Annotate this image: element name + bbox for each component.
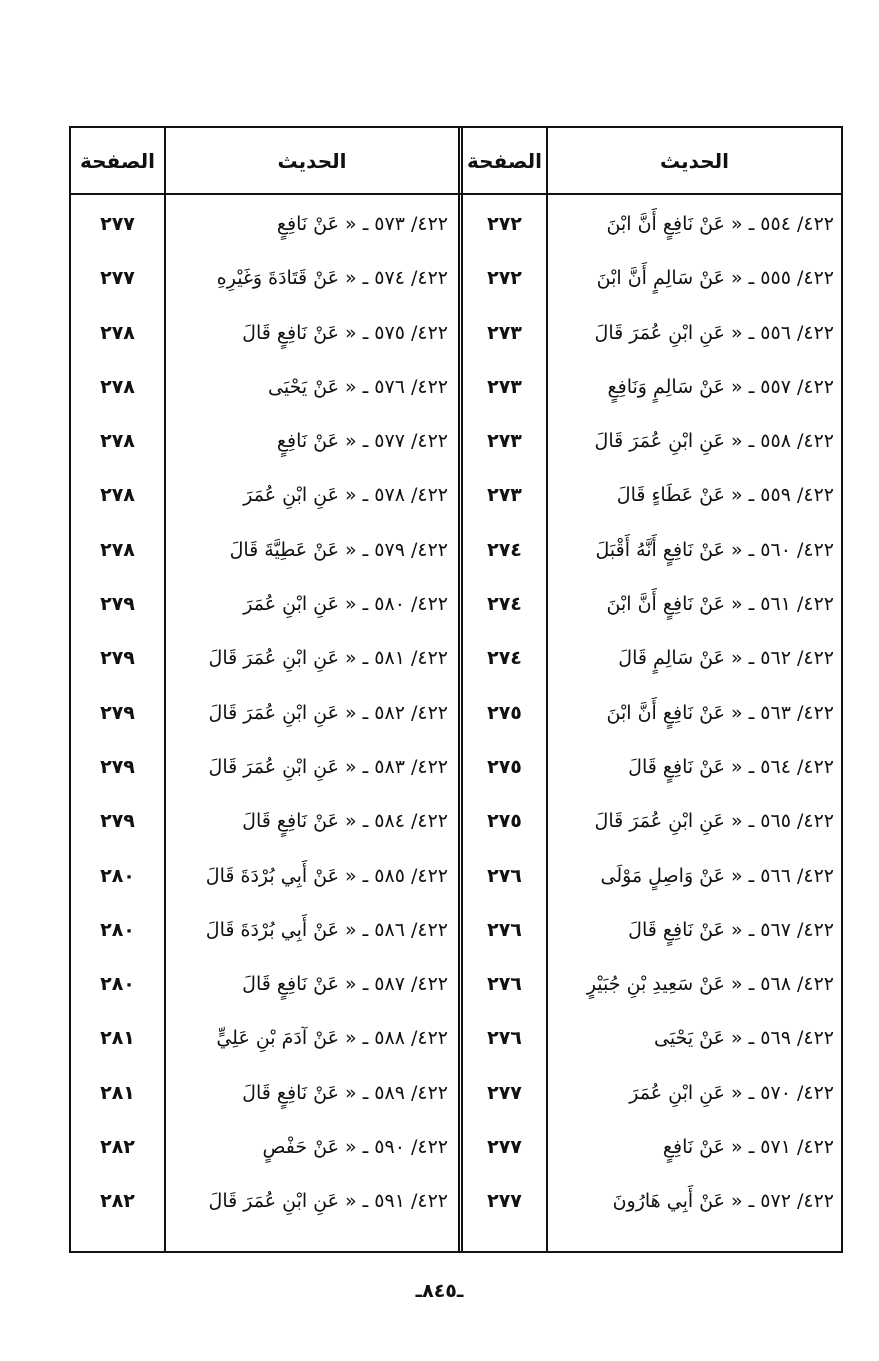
hadith-cell-right-text: ٤٢٢/ ٥٧٢ ـ « عَنْ أَبِي هَارُونَ (612, 1190, 834, 1213)
hadith-cell-right (548, 197, 834, 251)
hadith-cell-right (548, 957, 834, 1011)
hadith-cell-right (548, 523, 834, 577)
page-cell-right-text: ٢٧٣ (487, 321, 522, 344)
page-cell-right-text: ٢٧٣ (487, 375, 522, 398)
page-cell-left (71, 957, 164, 1011)
page-cell-left-text: ٢٧٨ (100, 484, 135, 507)
hadith-cell-right (548, 414, 834, 468)
hadith-cell-right (548, 686, 834, 740)
hadith-cell-left-text: ٤٢٢/ ٥٨٢ ـ « عَنِ ابْنِ عُمَرَ قَالَ (208, 701, 448, 724)
hadith-cell-left-text: ٤٢٢/ ٥٨٨ ـ « عَنْ آدَمَ بْنِ عَلِيٍّ (216, 1027, 448, 1050)
page-cell-right-text: ٢٧٤ (487, 593, 522, 616)
table-row (71, 360, 841, 414)
hadith-cell-left-text: ٤٢٢/ ٥٧٥ ـ « عَنْ نَافِعٍ قَالَ (242, 321, 448, 344)
page-cell-left-text: ٢٧٩ (100, 810, 135, 833)
table-row (71, 1011, 841, 1065)
table-row (71, 414, 841, 468)
page-cell-left (71, 251, 164, 305)
page-cell-left-text: ٢٨٢ (100, 1136, 135, 1159)
hadith-cell-left (166, 686, 448, 740)
hadith-cell-right (548, 306, 834, 360)
hadith-cell-left-text: ٤٢٢/ ٥٨٧ ـ « عَنْ نَافِعٍ قَالَ (242, 973, 448, 996)
hadith-cell-right-text: ٤٢٢/ ٥٥٦ ـ « عَنِ ابْنِ عُمَرَ قَالَ (594, 321, 834, 344)
hadith-cell-left-text: ٤٢٢/ ٥٧٤ ـ « عَنْ قَتَادَةَ وَغَيْرِهِ (216, 267, 448, 290)
hadith-cell-left (166, 306, 448, 360)
page-cell-left (71, 631, 164, 685)
table-row (71, 631, 841, 685)
hadith-cell-right-text: ٤٢٢/ ٥٥٤ ـ « عَنْ نَافِعٍ أَنَّ ابْنَ (606, 213, 834, 235)
hadith-cell-left-text: ٤٢٢/ ٥٨٠ ـ « عَنِ ابْنِ عُمَرَ (243, 593, 448, 616)
page-cell-left-text: ٢٨١ (100, 1081, 135, 1104)
page-cell-right (463, 740, 546, 794)
page-cell-right-text: ٢٧٥ (487, 755, 522, 778)
hadith-cell-left (166, 849, 448, 903)
page-cell-right-text: ٢٧٥ (487, 810, 522, 833)
hadith-cell-left (166, 631, 448, 685)
page-cell-right-text: ٢٧٢ (487, 213, 522, 235)
page-cell-right (463, 1174, 546, 1228)
page-cell-right (463, 1066, 546, 1120)
hadith-cell-left-text: ٤٢٢/ ٥٧٧ ـ « عَنْ نَافِعٍ (276, 430, 448, 453)
hadith-cell-right-text: ٤٢٢/ ٥٦٨ ـ « عَنْ سَعِيدِ بْنِ جُبَيْرٍ (586, 973, 834, 996)
page-cell-right (463, 197, 546, 251)
hadith-cell-left-text: ٤٢٢/ ٥٧٦ ـ « عَنْ يَحْيَى (268, 375, 448, 398)
table-row (71, 468, 841, 522)
hadith-cell-left (166, 794, 448, 848)
hadith-cell-left-text: ٤٢٢/ ٥٧٩ ـ « عَنْ عَطِيَّةَ قَالَ (229, 538, 448, 561)
hadith-cell-right (548, 849, 834, 903)
page-cell-left-text: ٢٨٢ (100, 1190, 135, 1213)
page-cell-right-text: ٢٧٧ (487, 1136, 522, 1159)
page-cell-left-text: ٢٧٨ (100, 375, 135, 398)
hadith-cell-right-text: ٤٢٢/ ٥٦٤ ـ « عَنْ نَافِعٍ قَالَ (628, 755, 834, 778)
page-cell-left-text: ٢٧٩ (100, 647, 135, 670)
hadith-cell-right (548, 1120, 834, 1174)
page-cell-right (463, 251, 546, 305)
hadith-cell-right (548, 1011, 834, 1065)
header-page-left: الصفحة (80, 148, 156, 173)
hadith-cell-right-text: ٤٢٢/ ٥٦٠ ـ « عَنْ نَافِعٍ أَنَّهُ أَقْبَلَ (595, 538, 834, 561)
hadith-cell-left (166, 360, 448, 414)
page-cell-left (71, 849, 164, 903)
table-row (71, 251, 841, 305)
table-row (71, 1066, 841, 1120)
hadith-cell-left-text: ٤٢٢/ ٥٧٨ ـ « عَنِ ابْنِ عُمَرَ (243, 484, 448, 507)
hadith-cell-right-text: ٤٢٢/ ٥٦٥ ـ « عَنِ ابْنِ عُمَرَ قَالَ (594, 810, 834, 833)
hadith-cell-left-text: ٤٢٢/ ٥٨٦ ـ « عَنْ أَبِي بُرْدَةَ قَالَ (205, 918, 448, 941)
table-row (71, 1174, 841, 1228)
page-cell-left-text: ٢٨٠ (100, 864, 135, 887)
hadith-cell-left-text: ٤٢٢/ ٥٨١ ـ « عَنِ ابْنِ عُمَرَ قَالَ (208, 647, 448, 670)
page-cell-left (71, 197, 164, 251)
hadith-cell-right (548, 577, 834, 631)
page-cell-right (463, 686, 546, 740)
hadith-cell-left-text: ٤٢٢/ ٥٨٥ ـ « عَنْ أَبِي بُرْدَةَ قَالَ (205, 864, 448, 887)
hadith-cell-left (166, 523, 448, 577)
hadith-cell-right-text: ٤٢٢/ ٥٦٧ ـ « عَنْ نَافِعٍ قَالَ (628, 918, 834, 941)
page-cell-left (71, 1011, 164, 1065)
page-cell-right (463, 957, 546, 1011)
hadith-cell-right-text: ٤٢٢/ ٥٥٨ ـ « عَنِ ابْنِ عُمَرَ قَالَ (594, 430, 834, 453)
hadith-cell-right-text: ٤٢٢/ ٥٦٢ ـ « عَنْ سَالِمٍ قَالَ (618, 647, 834, 670)
hadith-cell-left-text: ٤٢٢/ ٥٨٣ ـ « عَنِ ابْنِ عُمَرَ قَالَ (208, 755, 448, 778)
hadith-cell-left (166, 251, 448, 305)
hadith-cell-left-text: ٤٢٢/ ٥٧٣ ـ « عَنْ نَافِعٍ (276, 213, 448, 235)
page-cell-left-text: ٢٧٩ (100, 701, 135, 724)
table-row (71, 957, 841, 1011)
page-cell-left (71, 794, 164, 848)
page-cell-right (463, 903, 546, 957)
hadith-cell-right-text: ٤٢٢/ ٥٧١ ـ « عَنْ نَافِعٍ (662, 1136, 834, 1159)
page-cell-right (463, 1120, 546, 1174)
hadith-cell-left-text: ٤٢٢/ ٥٨٤ ـ « عَنْ نَافِعٍ قَالَ (242, 810, 448, 833)
hadith-cell-right-text: ٤٢٢/ ٥٥٥ ـ « عَنْ سَالِمٍ أَنَّ ابْنَ (596, 267, 834, 290)
hadith-cell-right-text: ٤٢٢/ ٥٧٠ ـ « عَنِ ابْنِ عُمَرَ (629, 1081, 834, 1104)
hadith-cell-left (166, 1011, 448, 1065)
page-cell-left-text: ٢٧٨ (100, 538, 135, 561)
table-row (71, 686, 841, 740)
hadith-cell-left (166, 197, 448, 251)
hadith-cell-right (548, 468, 834, 522)
page-cell-left (71, 577, 164, 631)
page-cell-right (463, 306, 546, 360)
hadith-cell-left (166, 1174, 448, 1228)
hadith-cell-left (166, 414, 448, 468)
page-cell-right (463, 631, 546, 685)
page-cell-left (71, 1174, 164, 1228)
table-row (71, 577, 841, 631)
header-page-right: الصفحة (467, 148, 543, 173)
page-cell-left-text: ٢٧٩ (100, 593, 135, 616)
table-row (71, 740, 841, 794)
page-cell-left (71, 414, 164, 468)
page-cell-right (463, 360, 546, 414)
hadith-cell-right (548, 360, 834, 414)
page-cell-left-text: ٢٧٧ (100, 267, 135, 290)
page-cell-left (71, 1120, 164, 1174)
hadith-cell-right (548, 740, 834, 794)
hadith-cell-right (548, 1174, 834, 1228)
table-row (71, 197, 841, 251)
page-cell-right (463, 1011, 546, 1065)
page-cell-right (463, 468, 546, 522)
page-cell-right (463, 414, 546, 468)
page-cell-right (463, 794, 546, 848)
hadith-cell-right-text: ٤٢٢/ ٥٦٩ ـ « عَنْ يَحْيَى (654, 1027, 834, 1050)
page-cell-right-text: ٢٧٦ (487, 973, 522, 996)
page-cell-right-text: ٢٧٣ (487, 484, 522, 507)
hadith-cell-right (548, 631, 834, 685)
hadith-cell-right-text: ٤٢٢/ ٥٥٧ ـ « عَنْ سَالِمٍ وَنَافِعٍ (607, 375, 834, 398)
hadith-cell-left (166, 1066, 448, 1120)
hadith-cell-right (548, 251, 834, 305)
page-cell-left (71, 360, 164, 414)
page-cell-left-text: ٢٨١ (100, 1027, 135, 1050)
table-row (71, 523, 841, 577)
page-number: ـ٨٤٥ـ (415, 1280, 464, 1302)
page-cell-right-text: ٢٧٢ (487, 267, 522, 290)
page-cell-left-text: ٢٧٨ (100, 321, 135, 344)
hadith-cell-right (548, 1066, 834, 1120)
hadith-cell-right-text: ٤٢٢/ ٥٥٩ ـ « عَنْ عَطَاءٍ قَالَ (616, 484, 834, 507)
page-cell-right-text: ٢٧٦ (487, 864, 522, 887)
page-cell-left (71, 523, 164, 577)
hadith-cell-right-text: ٤٢٢/ ٥٦٦ ـ « عَنْ وَاصِلٍ مَوْلَى (600, 864, 834, 887)
page-cell-left-text: ٢٨٠ (100, 973, 135, 996)
table-row (71, 903, 841, 957)
table-row (71, 794, 841, 848)
hadith-cell-left-text: ٤٢٢/ ٥٩١ ـ « عَنِ ابْنِ عُمَرَ قَالَ (208, 1190, 448, 1213)
page-cell-right-text: ٢٧٧ (487, 1190, 522, 1213)
page-cell-right (463, 523, 546, 577)
page-cell-right (463, 849, 546, 903)
hadith-cell-left (166, 468, 448, 522)
table-row (71, 1120, 841, 1174)
page-cell-left-text: ٢٧٧ (100, 213, 135, 235)
hadith-cell-right-text: ٤٢٢/ ٥٦١ ـ « عَنْ نَافِعٍ أَنَّ ابْنَ (606, 593, 834, 616)
page-cell-left (71, 468, 164, 522)
hadith-cell-right-text: ٤٢٢/ ٥٦٣ ـ « عَنْ نَافِعٍ أَنَّ ابْنَ (606, 701, 834, 724)
table-row (71, 306, 841, 360)
page-cell-right-text: ٢٧٤ (487, 647, 522, 670)
page-cell-left (71, 686, 164, 740)
page-cell-left-text: ٢٨٠ (100, 918, 135, 941)
page-cell-left-text: ٢٧٩ (100, 755, 135, 778)
page-cell-left (71, 306, 164, 360)
index-table (69, 126, 843, 1253)
page-cell-right (463, 577, 546, 631)
page-cell-left (71, 1066, 164, 1120)
page-cell-left (71, 903, 164, 957)
header-hadith-right: الحديث (660, 148, 730, 173)
hadith-cell-left (166, 903, 448, 957)
page-cell-left (71, 740, 164, 794)
header-hadith-left: الحديث (277, 148, 347, 173)
hadith-cell-left (166, 577, 448, 631)
page-cell-right-text: ٢٧٥ (487, 701, 522, 724)
page-cell-right-text: ٢٧٧ (487, 1081, 522, 1104)
page-cell-right-text: ٢٧٦ (487, 1027, 522, 1050)
hadith-cell-left-text: ٤٢٢/ ٥٨٩ ـ « عَنْ نَافِعٍ قَالَ (242, 1081, 448, 1104)
page-cell-right-text: ٢٧٤ (487, 538, 522, 561)
hadith-cell-left (166, 1120, 448, 1174)
page-cell-right-text: ٢٧٣ (487, 430, 522, 453)
page-cell-left-text: ٢٧٨ (100, 430, 135, 453)
hadith-cell-left (166, 957, 448, 1011)
hadith-cell-right (548, 794, 834, 848)
hadith-cell-left-text: ٤٢٢/ ٥٩٠ ـ « عَنْ حَفْصٍ (262, 1136, 448, 1159)
page-cell-right-text: ٢٧٦ (487, 918, 522, 941)
table-body (71, 195, 841, 1229)
table-row (71, 849, 841, 903)
hadith-cell-right (548, 903, 834, 957)
hadith-cell-left (166, 740, 448, 794)
